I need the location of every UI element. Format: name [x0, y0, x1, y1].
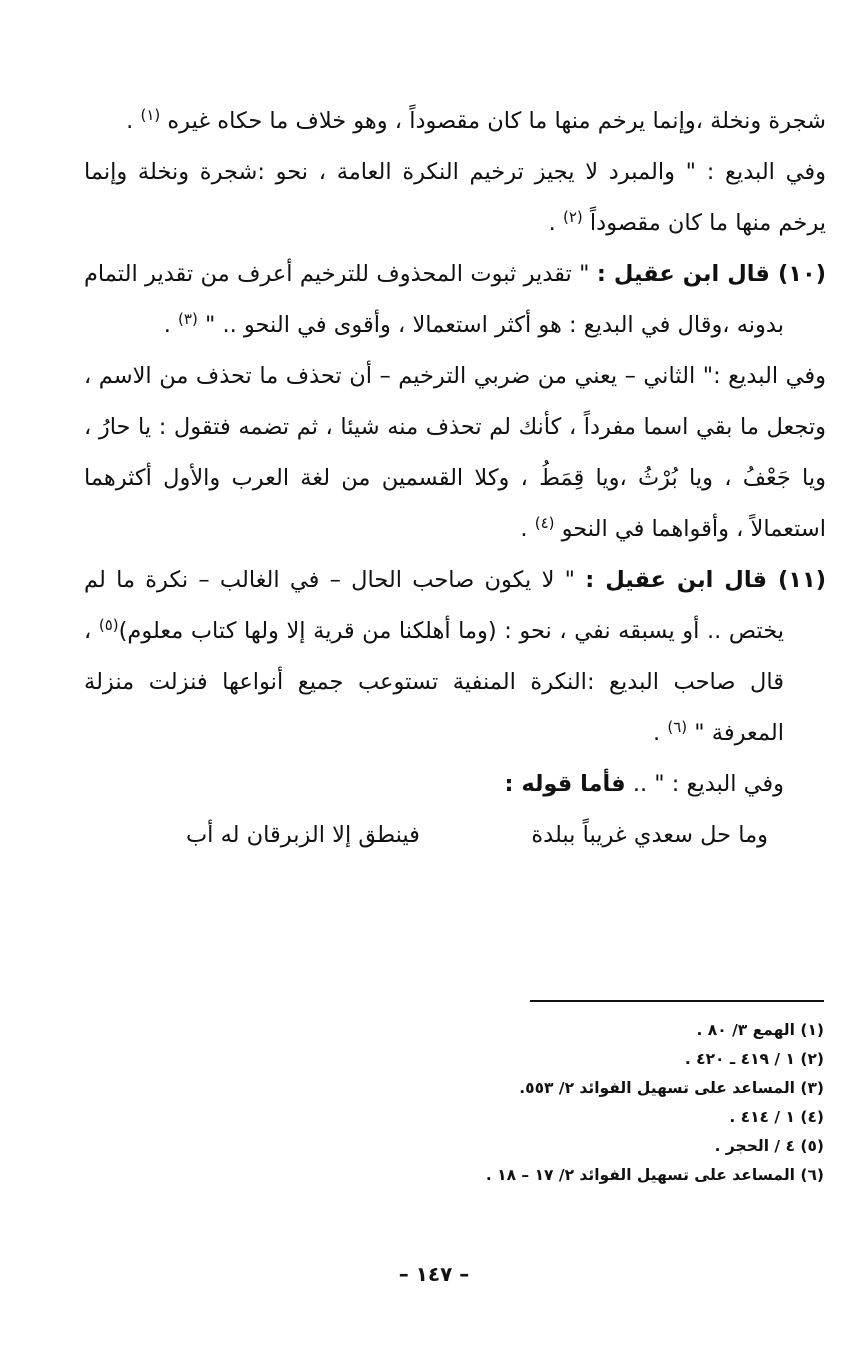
- paragraph-4-tail: .: [520, 516, 535, 542]
- section-heading-11: (١١) قال ابن عقيل :: [585, 567, 826, 593]
- paragraph-6: [84, 759, 826, 810]
- footnote-3: (٣) المساعد على تسهيل الفوائد ٢/ ٥٥٣.: [519, 1079, 824, 1097]
- footnote-5: (٥) ٤ / الحجر .: [714, 1137, 824, 1155]
- footnote-ref-4: (٤): [534, 514, 555, 532]
- verse-first-hemistich: وما حل سعدي غريباً ببلدة: [531, 822, 768, 848]
- paragraph-5-tail-2: .: [653, 720, 668, 746]
- paragraph-6-text: وفي البديع : " ..: [625, 771, 784, 797]
- paragraph-2: [84, 147, 826, 249]
- paragraph-6-bold-end: فأما قوله :: [504, 771, 626, 797]
- paragraph-1-tail: .: [126, 108, 141, 134]
- footnotes: [300, 1016, 824, 1190]
- paragraph-3: [84, 249, 826, 351]
- paragraph-2-tail: .: [548, 210, 563, 236]
- section-heading-10: (١٠) قال ابن عقيل :: [596, 261, 826, 287]
- footnote-ref-5: (٥): [98, 616, 119, 634]
- paragraph-3-text: " تقدير ثبوت المحذوف للترخيم أعرف من تقدير التمام بدونه ،وقال في البديع : هو أكثر استعمالا ، وأقوى في النحو .. ": [84, 261, 784, 338]
- main-text: [84, 96, 826, 861]
- paragraph-4-text: وفي البديع :" الثاني – يعني من ضربي الترخيم – أن تحذف ما تحذف من الاسم ، وتجعل ما بقي اسما مفرداً ، كأنك لم تحذف منه شيئا ، ثم تضمه فتقول : يا حارُ ، ويا جَعْفُ ، ويا بُرْثُ ،ويا قِمَطُ ، وكلا القسمين من لغة العرب والأول أكثرهما استعمالاً ، وأقواهما في النحو: [84, 363, 826, 542]
- footnote-1: (١) الهمع ٣/ ٨٠ .: [696, 1021, 824, 1039]
- footnote-ref-2: (٢): [562, 208, 583, 226]
- paragraph-1: [84, 96, 826, 147]
- page-number: – ١٤٧ –: [398, 1262, 470, 1286]
- paragraph-5-text: " لا يكون صاحب الحال – في الغالب – نكرة ما لم يختص .. أو يسبقه نفي ، نحو : (وما أهلكنا من قرية إلا ولها كتاب معلوم): [84, 567, 784, 644]
- footnote-6: (٦) المساعد على تسهيل الفوائد ٢/ ١٧ – ١٨ .: [485, 1166, 824, 1184]
- paragraph-4: [84, 351, 826, 555]
- footnote-ref-1: (١): [140, 106, 161, 124]
- paragraph-3-tail: .: [163, 312, 179, 338]
- footnote-ref-3: (٣): [178, 310, 198, 328]
- footnote-4: (٤) ١ / ٤١٤ .: [729, 1108, 824, 1126]
- paragraph-1-text: شجرة ونخلة ،وإنما يرخم منها ما كان مقصوداً ، وهو خلاف ما حكاه غيره: [167, 108, 826, 134]
- footnote-ref-6: (٦): [667, 718, 688, 736]
- paragraph-5: [84, 555, 826, 759]
- paragraph-2-text: وفي البديع : " والمبرد لا يجيز ترخيم النكرة العامة ، نحو :شجرة ونخلة وإنما يرخم منها ما كان مقصوداً: [84, 159, 826, 236]
- verse-second-hemistich: فينطق إلا الزبرقان له أب: [186, 822, 420, 848]
- footnote-separator: [530, 1000, 824, 1002]
- paragraph-5-tail: ، قال صاحب البديع :النكرة المنفية تستوعب جميع أنواعها فنزلت منزلة المعرفة ": [84, 618, 784, 746]
- poetry-verse: [84, 810, 826, 861]
- footnote-2: (٢) ١ / ٤١٩ ـ ٤٢٠ .: [684, 1050, 824, 1068]
